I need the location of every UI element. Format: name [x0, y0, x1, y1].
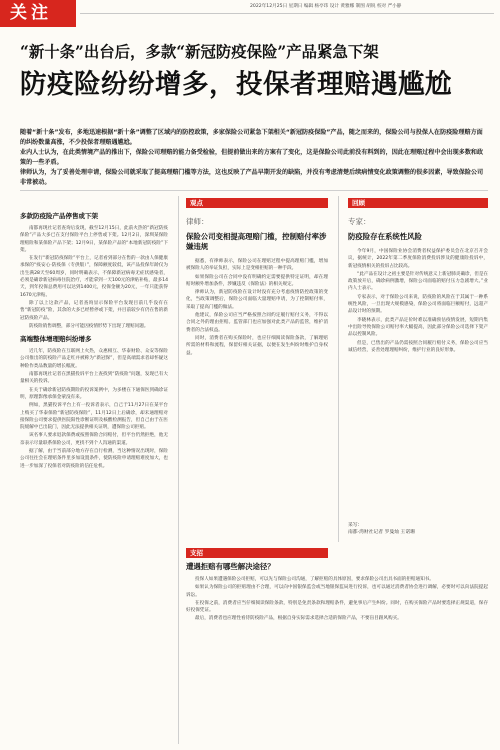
article-paragraph: “此产品在设计之初主要是针对传统意义上新冠肺炎确诊，但是在政策放开后，确诊病例激增，保险公司面临的赔付压力急剧增大。”业内人士表示。: [348, 271, 488, 292]
research-title: 防疫险存在系统性风险: [348, 232, 422, 241]
viewpoint-label: 观点: [186, 198, 328, 208]
article-paragraph: 他建议，保险公司应当严格按照合同约定履行赔付义务，不得以合同之外的理由拒赔。监管部门也应加强对此类产品的监管，维护消费者的合法权益。: [186, 313, 328, 333]
article-paragraph: 除了以上这款产品，记者查询显示保险平台发现目前几乎没有在售“新冠防疫”险，其余的大多已经暂停或下架，并目前较少有仍在售的新冠防疫险产品。: [20, 300, 168, 321]
research-label: 回顾: [348, 198, 488, 208]
research-role: [348, 216, 371, 227]
support-body: [186, 576, 488, 740]
article-paragraph: 近几年，防疫险在互联网上火热，众惠相互、华泰财险、众安等保险公司推出的防疫险产品走红并被称为“新冠保”，但是高端需求者却怀疑这种险作类品数量的增长幅度。: [20, 349, 168, 369]
byline-authors: 南都·湾财社记者 罗曼灿 王诺珊: [348, 530, 415, 535]
article-paragraph: 在投保之前，消费者应当仔细阅读保险条款，特别是免责条款和理赔条件，避免事后产生纠纷。同时，在购买保险产品时要选择正规渠道，保存好投保凭证。: [186, 600, 488, 614]
article-paragraph: 专家表示，对于保险公司来说，防疫险的风险在于其属于一种系统性风险，一旦出现大规模感染，保险公司将面临巨额赔付，远超产品设计时的预期。: [348, 294, 488, 315]
article-paragraph: 在发行“新冠防疫保险”平台上，记者看到部分在售的一款由人保健康承保的“疫安心·防疫保（专供版）”，保障额度较低，该产品投保年龄仅为出生满28天至60周岁，同时明确表示，不保障新冠病毒无症状感染者，必须是确诊新冠病毒住院治疗，才能拿到一天100元的津贴补贴，最多14天，到年投保总费用可以达到1400元，投保金额为20元，一年只能获得1670元津贴。: [20, 256, 168, 298]
article-paragraph: 在关于确诊新冠防疫期险的投诉案例中，为多楼在下通保医到确诊证明，原理影像承保金蒙没有来。: [20, 387, 168, 400]
article-paragraph: 李晓林表示，此类产品定价时难以准确预估疫情发展，短期内集中出险导致保险公司赔付率大幅提高，因此部分保险公司选择下架产品以控制风险。: [348, 317, 488, 338]
article-paragraph: 如果认为保险公司的拒赔理由不合理，可以向中国银保监会或当地银保监局进行投诉，也可以通过消费者协会进行调解，必要时可以向法院提起诉讼。: [186, 585, 488, 598]
role-text: 律师：: [186, 217, 209, 226]
divider: [20, 190, 488, 191]
article-paragraph: 据了解，由于当前部分地方存在自行检测，当这种情况出现时，保险公司往往会在理赔条件里多加设置条件，使防疫险申请理赔难度加大，也进一步加深了投保者对防疫险的信任危机。: [20, 449, 168, 469]
headline: 防疫险纷纷增多，投保者理赔遇尴尬: [20, 69, 452, 100]
left-kicker: 多款防疫险产品停售或下架: [20, 212, 98, 220]
left-kicker-2: 高端整体增理赔纠纷增多: [20, 335, 92, 344]
lead-paragraph: 业内人士认为，在此类情境产品的推出下，保险公司理赔的能力备受检验，但提前做出来的方案有了变化，这是保险公司此前没有料到的，因此在理赔过程中会出现多数和政策的一些矛盾。: [20, 149, 484, 166]
article-paragraph: 投保人如果遭遇保险公司拒赔，可以先与保险公司沟通，了解拒赔的具体原因，要求保险公司出具书面的拒赔通知书。: [195, 577, 434, 582]
article-paragraph: 南都再现社记者查询后发现，截至12月15日，此前火热的“新冠防疫保险”产品大多已在支付保险平台上停售或下架。12月2日，深圳某保险理赔险和某保险产品下架；12月9日，某保险产品的“本地新冠防疫险”下架。: [20, 226, 168, 253]
viewpoint-role: [186, 216, 209, 227]
page-header: [0, 0, 500, 27]
left-column: [20, 212, 168, 740]
subheadline: “新十条”出台后，多款“新冠防疫保险”产品紧急下架: [20, 43, 379, 61]
lead-paragraphs: [20, 128, 485, 189]
article-paragraph: 例如，黑猫投诉平台上有一投诉者表示，自己于11月27日在某平台上购买了华泰保险“新冠防疫保险”，11月12日上后确诊，却未通理赔对接保险公司要求提供医院阳性诊断证明及核酸检测报告，但自己由于在医院缓解中已出院门，因此无法提供相关证明，遭保险公司拒赔。: [20, 403, 168, 431]
lead-paragraph: 律师认为，为了妥善处理申请，保险公司就采取了提高理赔门槛等方法，这也反映了产品早期开发的缺陷，并没有考虑清楚后续病情变化政策调整的很多因素，导致保险公司非常被动。: [20, 169, 484, 186]
article-paragraph: 今年9月，中国保险业协会消费者权益保护委员会在北京召开会议，据统计，2022年第二季度保险消费投诉涉及的健康险投诉中，新冠疫情相关的投诉占比较高。: [348, 249, 488, 269]
support-label: 支招: [186, 548, 328, 558]
role-text: 专家：: [348, 217, 371, 226]
lead-paragraph: 随着“新十条”发布，多地迅速根据“新十条”调整了区域内的防控政策，多家保险公司紧急下架相关“新冠防疫保险”产品，随之而来的，保险公司与投保人在防疫险理赔方面的纠纷数量高涨，不少投保者理赔遇尴尬。: [20, 129, 483, 146]
support-title: 遭遇拒赔有哪些解决途径？: [186, 562, 275, 571]
article-paragraph: 该名事人要求退款保费或按照保险合同赔付，但平台仍然拒绝，他无奈表示尽量联系保险公司，更找不到个人沟通的渠道。: [20, 433, 168, 446]
viewpoint-title: 保险公司变相提高理赔门槛，控制赔付率涉嫌违规: [186, 232, 327, 251]
research-body: [348, 248, 488, 526]
article-paragraph: 最后，消费者也应理性看待防疫险产品，根据自身实际需求选择合适的保险产品，不要盲目跟风购买。: [195, 616, 402, 622]
article-paragraph: 南都再现社记者在黑猫投诉平台上查找到“防疫险”问题，发现已有大量相关的投诉。: [20, 372, 168, 385]
article-paragraph: 律师认为，新冠防疫险在设计时没有充分考虑疫情防控政策的变化，当政策调整后，保险公司面临大量理赔申请，为了控制赔付率，采取了提高门槛的做法。: [186, 290, 328, 310]
header-rule: [80, 13, 494, 14]
article-paragraph: 据悉，有律师表示，保险公司在理赔过程中提高理赔门槛，增加被保险人的举证负担，实际上是变相拒赔的一种手段。: [186, 259, 328, 272]
column-divider: [178, 196, 179, 744]
viewpoint-body: [186, 258, 328, 540]
byline-label: 采写：: [348, 523, 363, 528]
article-paragraph: 防疫险销售调整，部分可能因疫情形势下出现了理赔问题。: [29, 323, 149, 329]
publication-info: 2022年12月25日 星期日 编辑 杨亭玮 设计 黄雅娜 制图 胡锐 校对 严小静: [250, 4, 402, 9]
section-tab: 关注: [0, 0, 76, 27]
article-paragraph: 同时，消费者在购买保险时，也应仔细阅读保险条款，了解理赔所需的材料和流程，保留好相关证据，以便在发生纠纷时维护自身权益。: [186, 335, 328, 356]
article-paragraph: 如果保险公司在合同中没有明确约定需要提供特定证明，却在理赔时额外增加条件，涉嫌违反《保险法》的相关规定。: [186, 274, 328, 287]
article-paragraph: 但是，已售出的产品仍需按照合同履行赔付义务，保险公司应当诚信经营，妥善处理理赔纠纷，维护行业的良好形象。: [348, 340, 488, 353]
byline: [348, 522, 488, 536]
column-divider: [338, 196, 339, 542]
